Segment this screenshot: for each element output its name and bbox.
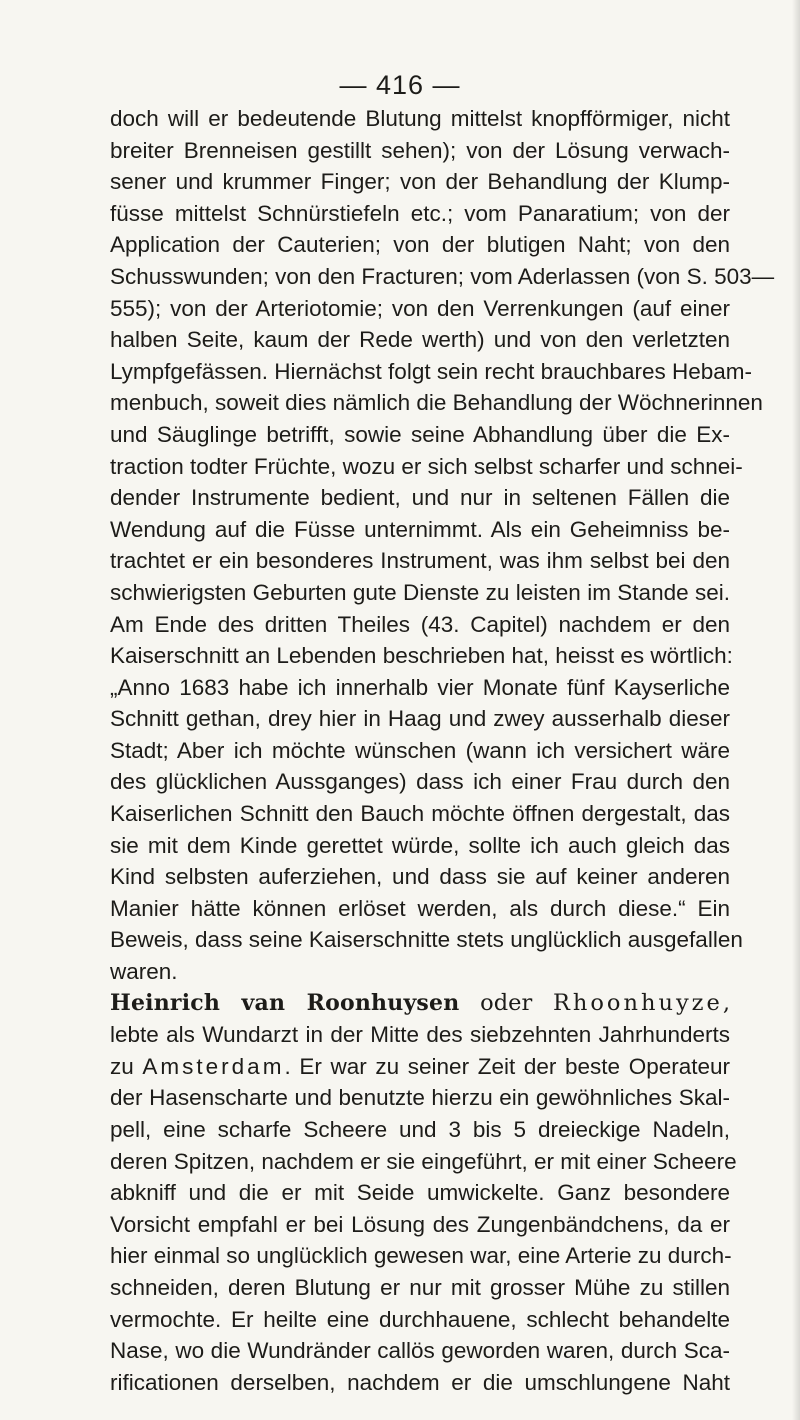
text-line: füsse mittelst Schnürstiefeln etc.; vom Panaratium; von der <box>110 200 730 226</box>
body-text <box>110 103 775 1398</box>
text-line: Beweis, dass seine Kaiserschnitte stets unglücklich ausgefallen <box>110 927 743 953</box>
text-line: lebte als Wundarzt in der Mitte des siebzehnten Jahrhunderts <box>110 1022 730 1048</box>
text-line: „Anno 1683 habe ich innerhalb vier Monate fünf Kayserliche <box>110 674 730 700</box>
alternate-name: Rhoonhuyze <box>552 989 723 1016</box>
text-line: hier einmal so unglücklich gewesen war, eine Arterie zu durch- <box>110 1243 732 1269</box>
text-line: schwierigsten Geburten gute Dienste zu leisten im Stande sei. <box>110 579 730 605</box>
text-line: Nase, wo die Wundränder callös geworden waren, durch Sca- <box>110 1338 730 1364</box>
section-heading-line <box>110 988 730 1020</box>
text-line: schneiden, deren Blutung er nur mit grosser Mühe zu stillen <box>110 1274 730 1300</box>
text-line: abkniff und die er mit Seide umwickelte. Ganz besondere <box>110 1180 730 1206</box>
text-line <box>110 1051 730 1083</box>
page-edge-shadow <box>792 0 800 1420</box>
text-line: menbuch, soweit dies nämlich die Behandlung der Wöchnerinnen <box>110 390 763 416</box>
text-line: Kind selbsten auferziehen, und dass sie auf keiner anderen <box>110 864 730 890</box>
text-line: sener und krummer Finger; von der Behandlung der Klump- <box>110 169 730 195</box>
text-line: Schnitt gethan, drey hier in Haag und zwey ausserhalb dieser <box>110 706 730 732</box>
text-line: 555); von der Arteriotomie; von den Verrenkungen (auf einer <box>110 295 730 321</box>
text-line: dender Instrumente bedient, und nur in seltenen Fällen die <box>110 485 730 511</box>
text-line: doch will er bedeutende Blutung mittelst knopfförmiger, nicht <box>110 106 730 131</box>
text-line: rificationen derselben, nachdem er die umschlungene Naht <box>110 1369 730 1395</box>
surgeon-name: Heinrich van Roonhuysen <box>110 989 460 1016</box>
city-line-rest: . Er war zu seiner Zeit der beste Operateur <box>284 1053 730 1079</box>
text-line: Wendung auf die Füsse unternimmt. Als ein Geheimniss be- <box>110 516 730 542</box>
text-line: und Säuglinge betrifft, sowie seine Abhandlung über die Ex- <box>110 421 730 447</box>
text-line: Am Ende des dritten Theiles (43. Capitel) nachdem er den <box>110 611 730 637</box>
text-line: Vorsicht empfahl er bei Lösung des Zungenbändchens, da er <box>110 1211 730 1237</box>
name-connector: oder <box>459 989 553 1016</box>
text-line: pell, eine scharfe Scheere und 3 bis 5 dreieckige Nadeln, <box>110 1117 730 1142</box>
text-line: der Hasenscharte und benutzte hierzu ein gewöhnliches Skal- <box>110 1085 730 1111</box>
text-line: Manier hätte können erlöset werden, als durch diese.“ Ein <box>110 895 730 921</box>
text-line: deren Spitzen, nachdem er sie eingeführt, er mit einer Scheere <box>110 1148 737 1174</box>
text-line: traction todter Früchte, wozu er sich selbst scharfer und schnei- <box>110 453 743 479</box>
text-line: Stadt; Aber ich möchte wünschen (wann ich versichert wäre <box>110 737 730 763</box>
text-line: trachtet er ein besonderes Instrument, was ihm selbst bei den <box>110 548 730 574</box>
text-line: Schusswunden; von den Fracturen; vom Aderlassen (von S. 503— <box>110 263 775 289</box>
text-line: Kaiserlichen Schnitt den Bauch möchte öffnen dergestalt, das <box>110 801 730 827</box>
text-line: des glücklichen Aussganges) dass ich einer Frau durch den <box>110 769 730 795</box>
text-line: Application der Cauterien; von der blutigen Naht; von den <box>110 232 730 258</box>
city-name: Amsterdam <box>142 1053 285 1079</box>
page-number: — 416 — <box>339 70 461 100</box>
text-line: Kaiserschnitt an Lebenden beschrieben hat, heisst es wörtlich: <box>110 643 733 669</box>
text-line: sie mit dem Kinde gerettet würde, sollte ich auch gleich das <box>110 832 730 858</box>
text-line: vermochte. Er heilte eine durchhauene, schlecht behandelte <box>110 1306 730 1332</box>
city-prefix: zu <box>110 1053 143 1079</box>
name-tail: , <box>722 989 730 1016</box>
paragraph-end-line: waren. <box>110 959 178 985</box>
text-line: halben Seite, kaum der Rede werth) und von den verletzten <box>110 327 730 353</box>
text-line: Lympfgefässen. Hiernächst folgt sein recht brauchbares Hebam- <box>110 358 752 384</box>
text-line: breiter Brenneisen gestillt sehen); von der Lösung verwach- <box>110 137 730 163</box>
